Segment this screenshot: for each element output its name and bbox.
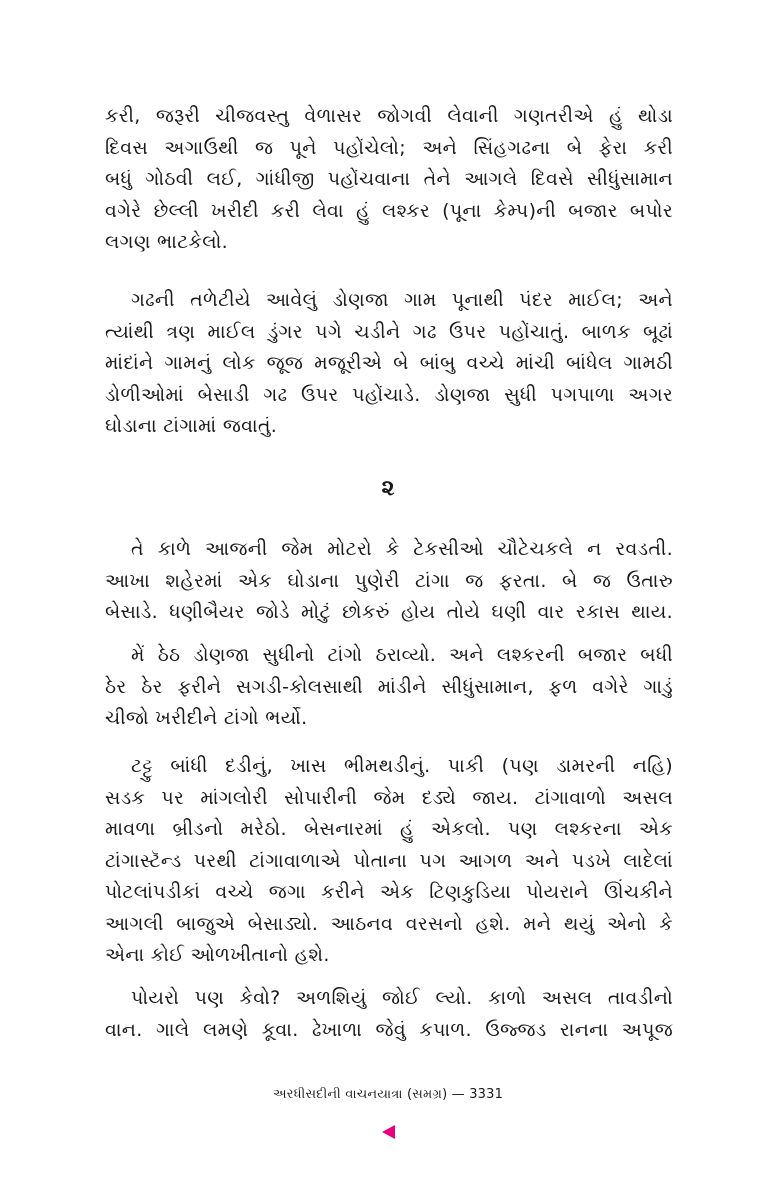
text-line: વગેરે છેલ્લી ખરીદી કરી લેવા હું લશ્કર (પૂના કેમ્પ)ની બજાર બપોર [105, 199, 673, 222]
text-line: ટાંગાસ્ટૅન્ડ પરથી ટાંગાવાળાએ પોતાના પગ આગળ અને પડખે લાદેલાં [105, 849, 673, 872]
text-line: દિવસ અગાઉથી જ પૂને પહોંચેલો; અને સિંહગઢના બે ફેરા કરી [105, 136, 673, 159]
paragraph-3 [105, 534, 673, 629]
text-line: એના કોઈ ઓળખીતાનો હશે. [105, 944, 330, 966]
text-line: માંદાંને ગામનું લોક જૂજ મજૂરીએ બે બાંબુ વચ્ચે માંચી બાંધેલ ગામઠી [105, 352, 673, 374]
text-line: આખા શહેરમાં એક ઘોડાના પુણેરી ટાંગા જ ફરતા. બે જ ઉતારુ [105, 569, 673, 592]
page-footer: અરધીસદીની વાચનયાત્રા (સમગ્ર) — 3331 [272, 1087, 504, 1102]
text-line: લગણ ભાટકેલો. [105, 231, 229, 253]
text-line: માવળા બ્રીડનો મરેઠો. બેસનારમાં હું એકલો. પણ લશ્કરના એક [105, 818, 673, 840]
text-line: આગલી બાજુએ બેસાડ્યો. આઠનવ વરસનો હશે. મને થયું એનો કે [105, 912, 673, 935]
section-number: ૨ [381, 476, 395, 501]
paragraph-4 [105, 640, 673, 735]
text-line: તે કાળે આજની જેમ મોટરો કે ટેકસીઓ ચૌટેચકલે ન રવડતી. [131, 538, 673, 560]
text-line: ત્યાંથી ત્રણ માઈલ ડુંગર પગે ચડીને ગઢ ઉપર પહોંચાતું. બાળક બૂઢાં [105, 320, 673, 343]
text-line: પોયરો પણ કેવો? અળશિયું જોઈ લ્યો. કાળો અસલ તાવડીનો [131, 987, 673, 1009]
text-line: ઘોડાના ટાંગામાં જવાતું. [105, 415, 278, 437]
text-line: વાન. ગાલે લમણે કૂવા. ઢેખાળા જેવું કપાળ. ઉજ્જડ રાનના અપૂજ [105, 1018, 673, 1041]
paragraph-6 [105, 983, 673, 1046]
paragraph-1 [105, 101, 673, 259]
text-line: કરી, જરૂરી ચીજવસ્તુ વેળાસર જોગવી લેવાની ગણતરીએ હું થોડા [105, 105, 673, 127]
paragraph-5 [105, 751, 673, 972]
text-line: બધું ગોઠવી લઈ, ગાંધીજી પહોંચવાના તેને આગલે દિવસે સીધુંસામાન [105, 168, 673, 190]
text-line: મેં ઠેઠ ડોણજા સુધીનો ટાંગો ઠરાવ્યો. અને લશ્કરની બજાર બધી [131, 644, 673, 666]
text-line: ગઢની તળેટીયે આવેલું ડોણજા ગામ પૂનાથી પંદર માઈલ; અને [131, 289, 673, 311]
paragraph-2 [105, 285, 673, 443]
text-line: ઠેર ઠેર ફરીને સગડી-કોલસાથી માંડીને સીધુંસામાન, ફળ વગેરે ગાડું [105, 675, 673, 698]
text-line: ચીજો ખરીદીને ટાંગો ભર્યો. [105, 707, 308, 729]
text-line: પોટલાંપડીકાં વચ્ચે જગા કરીને એક ટિણકુડિયા પોયરાને ઊંચકીને [105, 881, 673, 903]
text-line: બેસાડે. ધણીબૈયર જોડે મોટું છોકરું હોય તોયે ઘણી વાર રકાસ થાય. [105, 601, 673, 623]
text-line: ડોળીઓમાં બેસાડી ગઢ ઉપર પહોંચાડે. ડોણજા સુધી પગપાળા અગર [105, 383, 673, 406]
text-line: સડક પર માંગલોરી સોપારીની જેમ દડ્યે જાય. ટાંગાવાળો અસલ [105, 786, 673, 809]
text-line: ટટ્ટુ બાંધી દડીનું, ખાસ ભીમથડીનું. પાકી (પણ ડામરની નહિ) [131, 755, 673, 777]
triangle-left-icon[interactable] [382, 1125, 395, 1139]
